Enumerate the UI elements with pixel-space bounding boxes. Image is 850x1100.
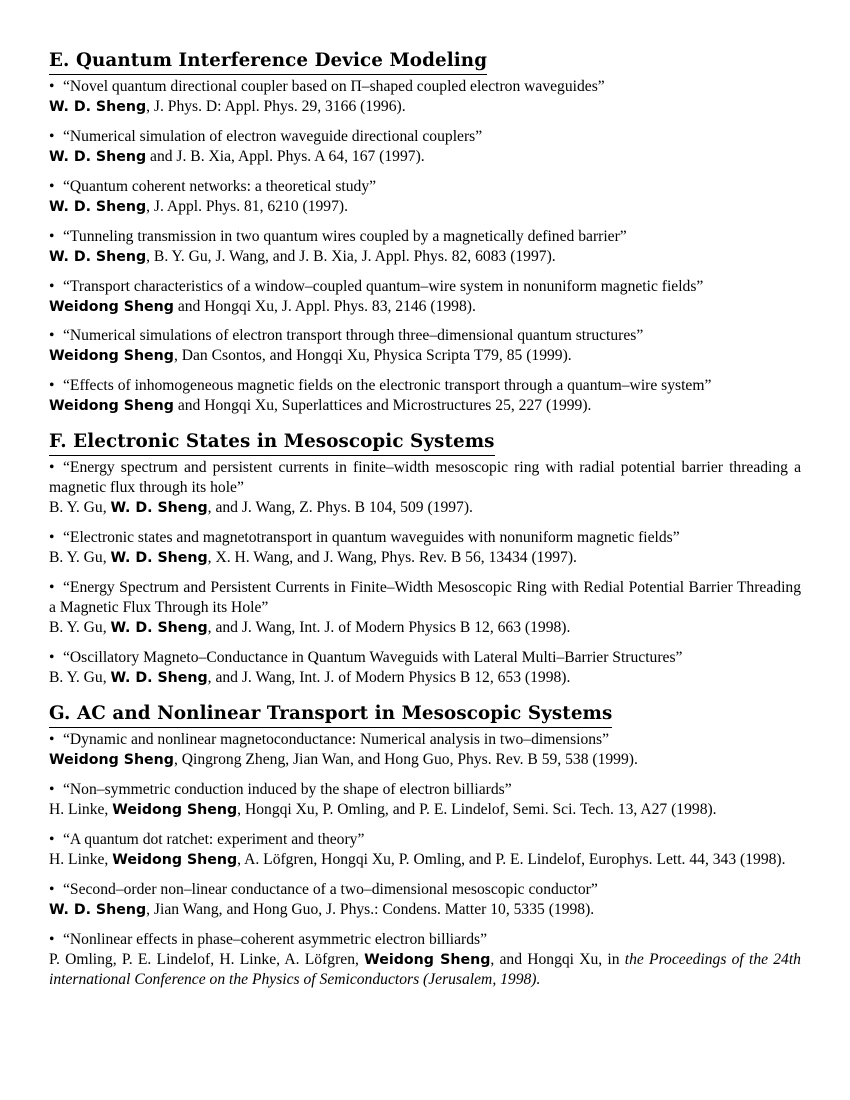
bullet-icon: • [49,780,55,798]
citation-line [49,800,801,820]
publication-title: “Numerical simulations of electron transport through three–dimensional quantum structures” [63,327,644,345]
highlighted-author: Weidong Sheng [112,851,238,868]
citation-details: , and J. Wang, Int. J. of Modern Physics B 12, 663 (1998). [207,619,571,637]
citation-details: , J. Phys. D: Appl. Phys. 29, 3166 (1996). [146,98,406,115]
bullet-icon: • [49,127,55,145]
bullet-icon: • [49,78,55,95]
citation-details: and J. B. Xia, Appl. Phys. A 64, 167 (1997). [146,147,425,165]
coauthors-before: H. Linke, [49,850,113,868]
coauthors-before: H. Linke, [49,800,113,818]
bullet-icon: • [49,649,55,667]
highlighted-author: Weidong Sheng [49,298,174,315]
bullet-icon: • [49,327,55,345]
publication-entry [49,578,801,638]
bullet-icon: • [49,579,55,597]
publication-title: “Transport characteristics of a window–coupled quantum–wire system in nonuniform magnetic fields” [63,277,704,295]
publication-title: “Energy spectrum and persistent currents in finite–width mesoscopic ring with radial potential barrier threading a magnetic flux through its hole” [49,459,801,497]
citation-line [49,950,801,990]
publication-entry [49,77,801,117]
citation-details: , Qingrong Zheng, Jian Wan, and Hong Guo, Phys. Rev. B 59, 538 (1999). [173,751,638,769]
bullet-icon: • [49,880,55,898]
publication-entry [49,326,801,366]
highlighted-author: W. D. Sheng [49,148,147,165]
citation-details: and Hongqi Xu, Superlattices and Microstructures 25, 227 (1999). [173,397,592,415]
section-title: F. Electronic States in Mesoscopic Systems [49,429,495,456]
bullet-icon: • [49,227,55,245]
highlighted-author: W. D. Sheng [49,248,147,265]
citation-line [49,900,801,920]
citation-line [49,750,801,770]
publication-entry [49,730,801,770]
citation-details: , Jian Wang, and Hong Guo, J. Phys.: Condens. Matter 10, 5335 (1998). [146,900,595,918]
citation-line [49,97,801,117]
publication-entry [49,376,801,416]
section-title: E. Quantum Interference Device Modeling [49,48,487,75]
highlighted-author: W. D. Sheng [110,500,208,517]
publication-title: “Nonlinear effects in phase–coherent asymmetric electron billiards” [63,930,488,948]
citation-details: , J. Appl. Phys. 81, 6210 (1997). [146,197,348,215]
publication-entry [49,458,801,518]
coauthors-before: B. Y. Gu, [49,549,111,567]
publication-entry [49,780,801,820]
citation-line [49,548,801,568]
bullet-icon: • [49,177,55,195]
bullet-icon: • [49,459,55,477]
publication-list [49,48,801,990]
bullet-icon: • [49,930,55,948]
highlighted-author: W. D. Sheng [49,901,147,918]
section-title: G. AC and Nonlinear Transport in Mesoscopic Systems [49,701,612,728]
venue-italic: the Proceedings of the 24th international Conference on the Physics of Semiconductors (Jerusalem, 1998). [49,950,801,988]
publication-title: “Numerical simulation of electron waveguide directional couplers” [63,127,483,145]
bullet-icon: • [49,277,55,295]
highlighted-author: W. D. Sheng [110,620,208,637]
publication-entry [49,830,801,870]
coauthors-before: B. Y. Gu, [49,669,111,687]
citation-line [49,346,801,366]
citation-details: , and J. Wang, Z. Phys. B 104, 509 (1997). [207,499,473,517]
publication-entry [49,930,801,990]
bullet-icon: • [49,529,55,547]
publication-title: “Novel quantum directional coupler based on Π–shaped coupled electron waveguides” [63,78,605,95]
publication-title: “Second–order non–linear conductance of a two–dimensional mesoscopic conductor” [63,880,598,898]
section [49,48,801,416]
publication-title: “Quantum coherent networks: a theoretical study” [63,177,377,195]
citation-line [49,197,801,217]
coauthors-before: P. Omling, P. E. Lindelof, H. Linke, A. Löfgren, [49,950,365,968]
publication-entry [49,528,801,568]
highlighted-author: W. D. Sheng [110,670,208,687]
publication-entry [49,277,801,317]
citation-details: , Hongqi Xu, P. Omling, and P. E. Lindelof, Semi. Sci. Tech. 13, A27 (1998). [237,800,717,818]
citation-details: , Dan Csontos, and Hongqi Xu, Physica Scripta T79, 85 (1999). [173,347,572,365]
citation-details: , B. Y. Gu, J. Wang, and J. B. Xia, J. Appl. Phys. 82, 6083 (1997). [146,247,556,265]
citation-details: , A. Löfgren, Hongqi Xu, P. Omling, and P. E. Lindelof, Europhys. Lett. 44, 343 (1998). [237,850,786,868]
highlighted-author: W. D. Sheng [49,99,147,115]
section [49,701,801,990]
publication-title: “A quantum dot ratchet: experiment and theory” [63,830,365,848]
publication-entry [49,177,801,217]
coauthors-before: B. Y. Gu, [49,499,111,517]
highlighted-author: W. D. Sheng [49,198,147,215]
highlighted-author: Weidong Sheng [49,348,174,365]
publication-title: “Non–symmetric conduction induced by the shape of electron billiards” [63,780,512,798]
citation-line [49,396,801,416]
citation-details: and Hongqi Xu, J. Appl. Phys. 83, 2146 (1998). [173,297,476,315]
bullet-icon: • [49,377,55,395]
citation-line [49,147,801,167]
citation-line [49,297,801,317]
citation-details: , and J. Wang, Int. J. of Modern Physics B 12, 653 (1998). [207,669,571,687]
highlighted-author: Weidong Sheng [112,801,238,818]
bullet-icon: • [49,830,55,848]
publication-title: “Energy Spectrum and Persistent Currents in Finite–Width Mesoscopic Ring with Redial Potential Barrier Threading a Magnetic Flux Through its Hole” [49,579,801,617]
publication-title: “Oscillatory Magneto–Conductance in Quantum Waveguids with Lateral Multi–Barrier Structures” [63,649,683,667]
highlighted-author: Weidong Sheng [364,951,491,968]
publication-title: “Effects of inhomogeneous magnetic fields on the electronic transport through a quantum–wire system” [63,377,712,395]
bullet-icon: • [49,731,55,749]
citation-line [49,668,801,688]
highlighted-author: Weidong Sheng [49,752,174,769]
publication-title: “Dynamic and nonlinear magnetoconductance: Numerical analysis in two–dimensions” [63,731,610,749]
citation-line [49,498,801,518]
publication-title: “Electronic states and magnetotransport in quantum waveguides with nonuniform magnetic fields” [63,529,680,547]
publication-entry [49,648,801,688]
publication-entry [49,227,801,267]
section [49,429,801,688]
coauthors-before: B. Y. Gu, [49,619,111,637]
citation-line [49,850,801,870]
citation-details: , and Hongqi Xu, in [490,950,625,968]
publication-entry [49,880,801,920]
highlighted-author: W. D. Sheng [110,550,208,567]
citation-details: , X. H. Wang, and J. Wang, Phys. Rev. B 56, 13434 (1997). [207,549,577,567]
publication-title: “Tunneling transmission in two quantum wires coupled by a magnetically defined barrier” [63,227,627,245]
publication-entry [49,127,801,167]
citation-line [49,618,801,638]
citation-line [49,247,801,267]
highlighted-author: Weidong Sheng [49,398,174,415]
